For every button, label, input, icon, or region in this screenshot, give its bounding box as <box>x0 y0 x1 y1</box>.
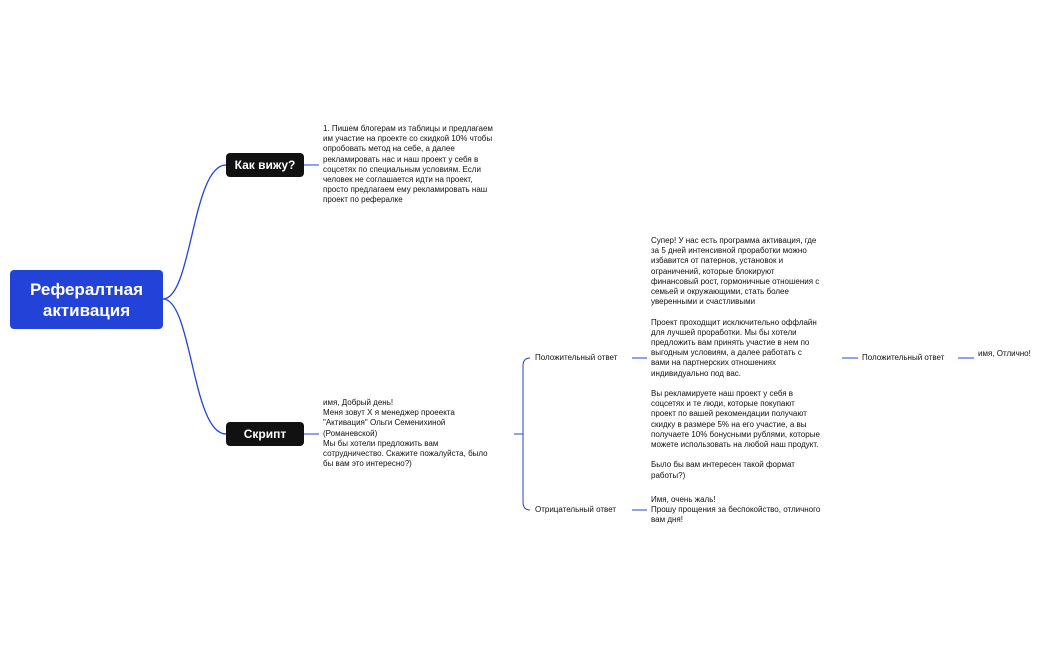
how-i-see-note: 1. Пишем блогерам из таблицы и предлагаем им участие на проекте со скидкой 10% чтобы опробовать метод на себе, а далее рекламировать нас и наш проект у себя в соцсетях по специальным условиям. Если человек не соглашается идти на проект, просто предлагаем ему рекламировать наш проект по рефералке <box>323 124 493 205</box>
connector-root-how-i-see <box>163 165 226 299</box>
connector-split-positive <box>523 358 530 510</box>
negative-answer-reply: Имя, очень жаль! Прошу прощения за беспокойство, отличного вам дня! <box>651 495 821 525</box>
positive-answer-label[interactable]: Положительный ответ <box>535 353 618 362</box>
root-node[interactable]: Рефералтная активация <box>10 270 163 329</box>
positive-answer-reply: Супер! У нас есть программа активация, где за 5 дней интенсивной проработки можно избавится от патернов, установок и ограничений, которые блокируют финансовый рост, гормоничные отношения с семьей и окружающими, стать более уверенными и счастливыми Проект проходщит исключительно оффлайн для лучшей проработки. Мы бы хотели предложить вам принять участие в нем по выгодным условиям, а далее работать с вами на партнерских отношениях индивидуально под вас. Вы рекламируете наш проект у себя в соцсетях и те люди, которые покупают проект по вашей рекомендации получают скидку в размере 5% на его участие, а вы получаете 10% бонусными рублями, которые можете использовать на любой наш продукт. Было бы вам интересен такой формат работы?) <box>651 236 820 480</box>
final-reply-text: имя, Отлично! <box>978 349 1031 358</box>
connector-root-script <box>163 299 226 434</box>
branch-node-how-i-see[interactable]: Как вижу? <box>226 153 304 177</box>
second-positive-answer-label[interactable]: Положительный ответ <box>862 353 945 362</box>
branch-node-script[interactable]: Скрипт <box>226 422 304 446</box>
negative-answer-label[interactable]: Отрицательный ответ <box>535 505 617 514</box>
script-opening-text: имя, Добрый день! Меня зовут Х я менеджер проеекта "Активация" Ольги Семенихиной (Романевской) Мы бы хотели предложить вам сотрудничество. Скажите пожалуйста, было бы вам это интересно?) <box>323 398 488 469</box>
